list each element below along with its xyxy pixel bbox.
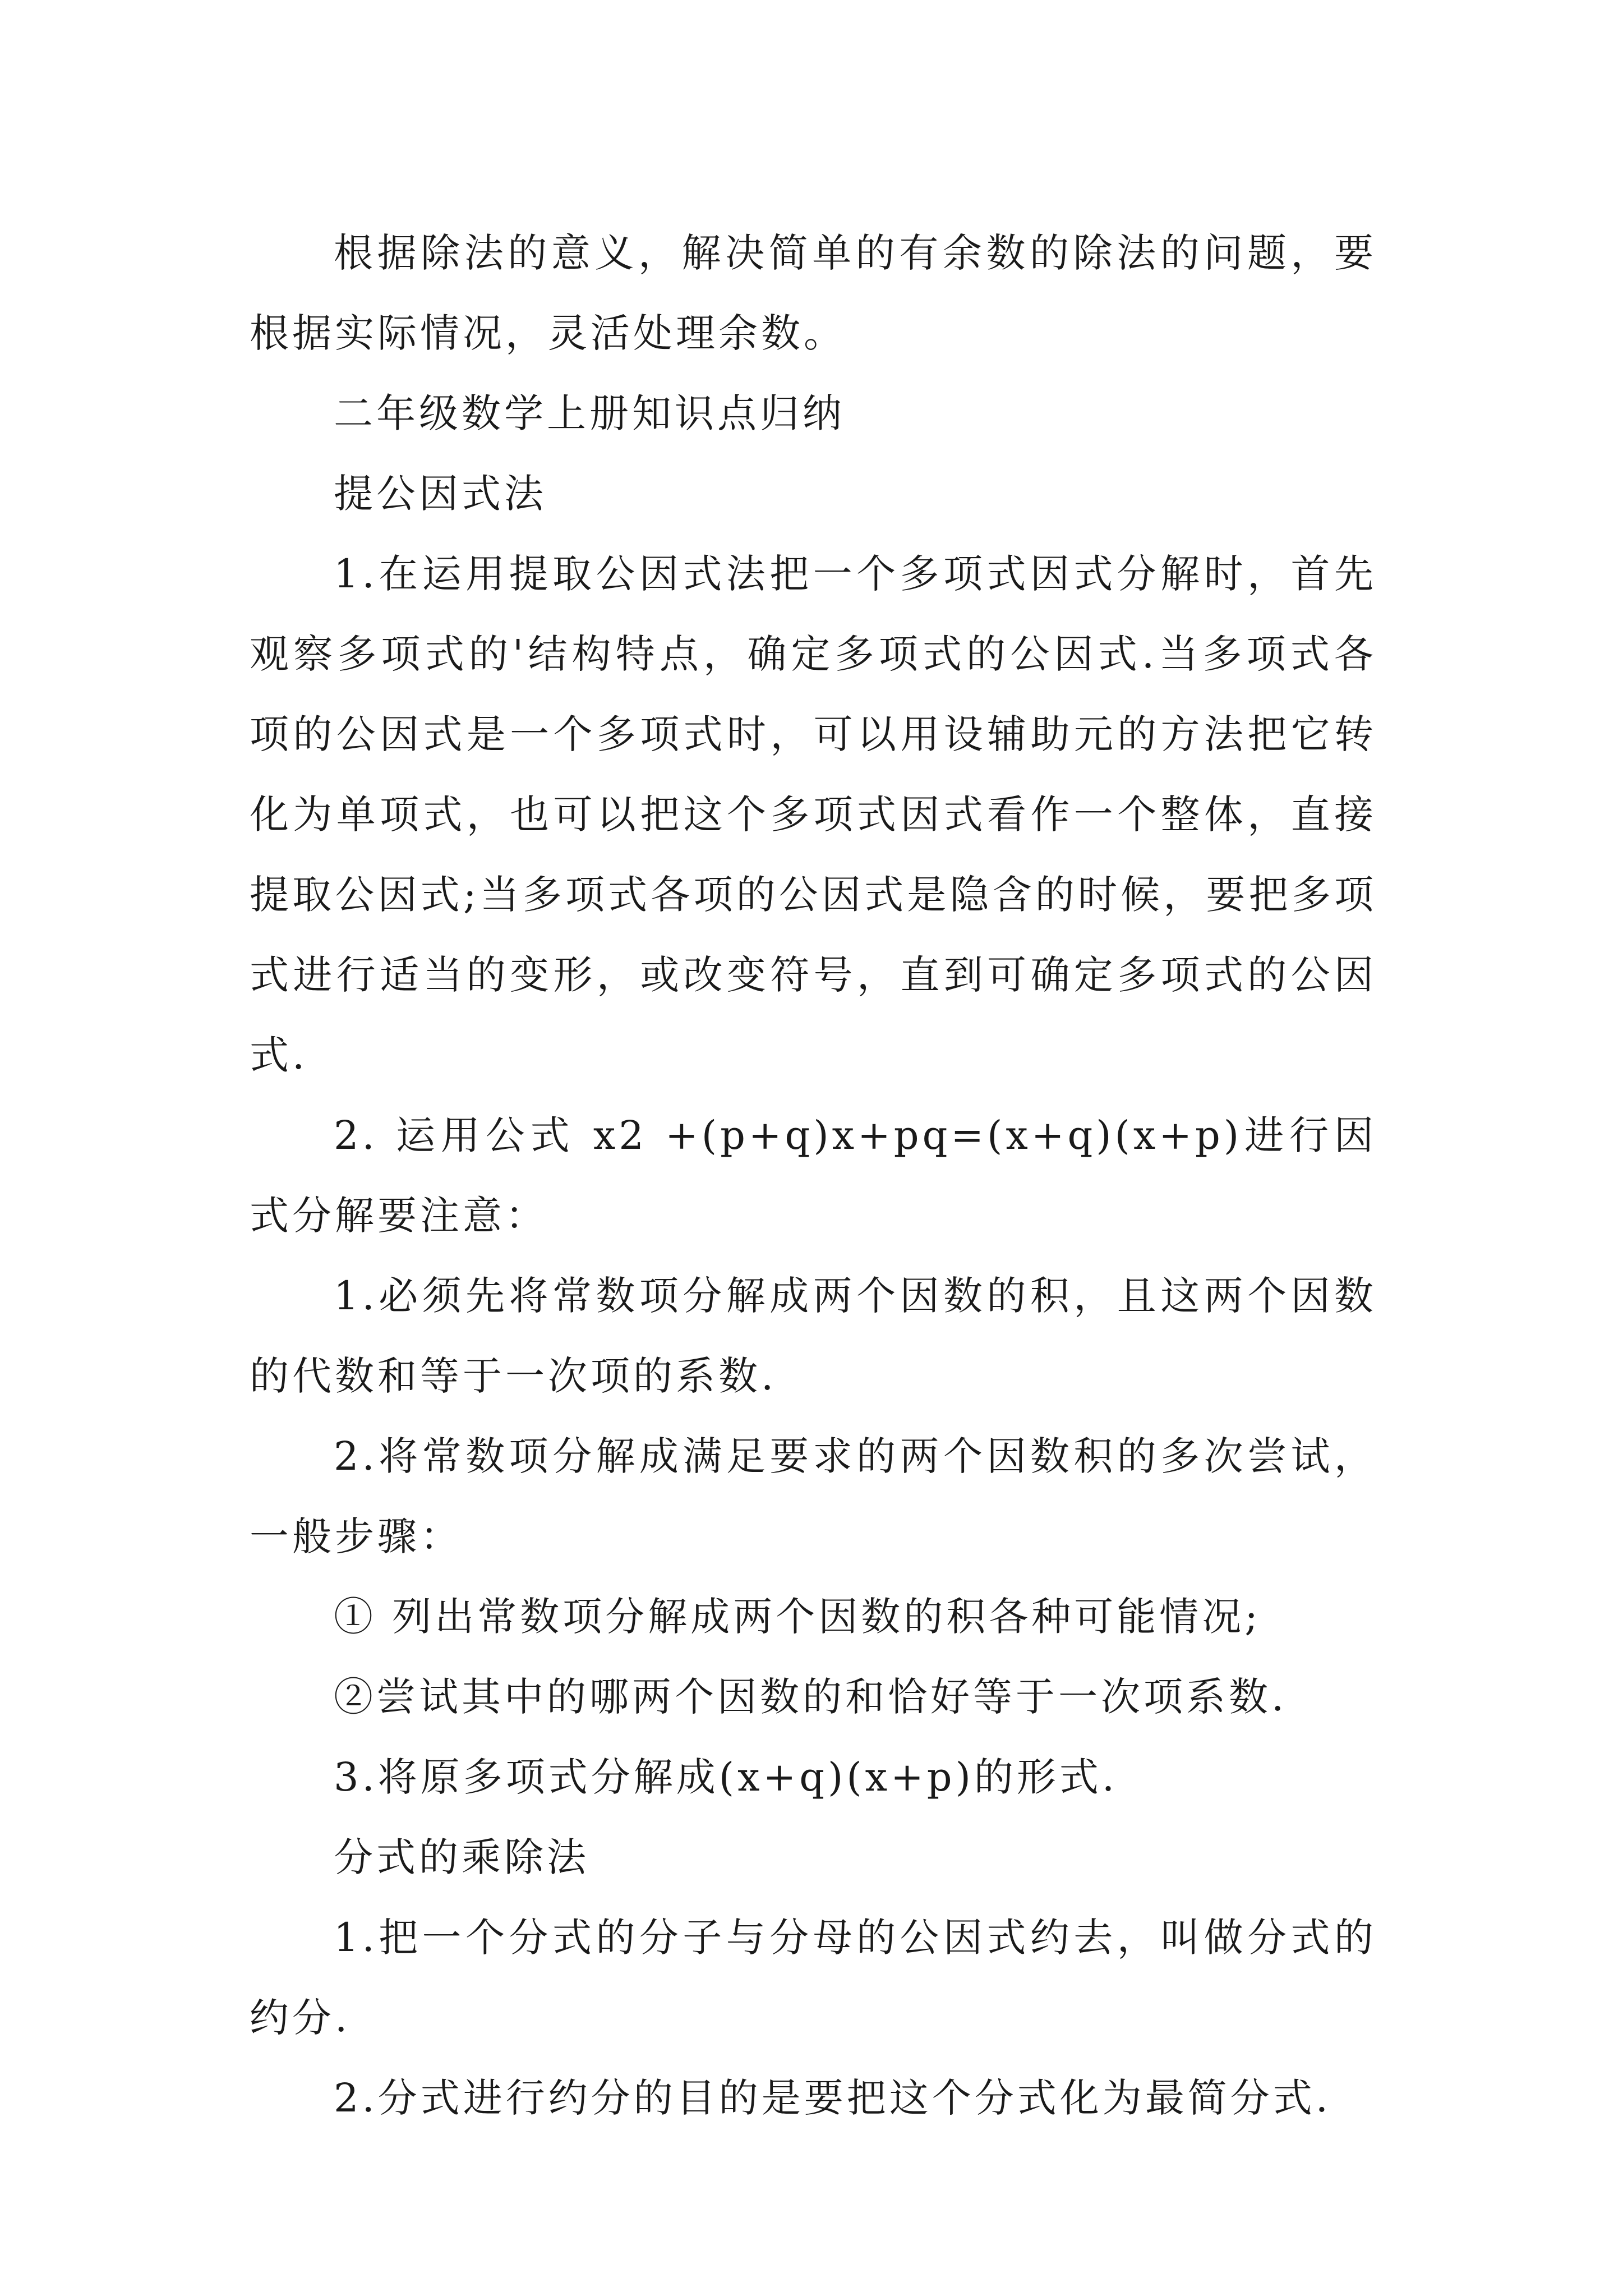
section-title-fraction-multiply-divide: 分式的乘除法 [334,1834,589,1880]
paragraph-common-factor-1: 1.在运用提取公因式法把一个多项式因式分解时，首先观察多项式的'结构特点，确定多项式的公因式.当多项式各项的公因式是一个多项式时，可以用设辅助元的方法把它转化为单项式，也可以把这个多项式因式看作一个整体，直接提取公因式;当多项式各项的公因式是隐含的时候，要把多项式进行适当的变形，或改变符号，直到可确定多项式的公因式. [250,551,1377,1078]
paragraph-fraction-1: 1.把一个分式的分子与分母的公因式约去，叫做分式的约分. [250,1915,1377,2041]
section-title-common-factor: 提公因式法 [334,471,547,517]
paragraph-note-1: 1.必须先将常数项分解成两个因数的积，且这两个因数的代数和等于一次项的系数. [250,1273,1377,1399]
paragraph-division-remainder: 根据除法的意义，解决简单的有余数的除法的问题，要根据实际情况，灵活处理余数。 [250,230,1377,356]
paragraph-note-3: 3.将原多项式分解成(x+q)(x+p)的形式. [334,1754,1118,1800]
section-title-grade2-math: 二年级数学上册知识点归纳 [334,390,845,436]
document-body [250,213,1377,2138]
paragraph-note-2: 2.将常数项分解成满足要求的两个因数积的多次尝试，一般步骤： [250,1433,1377,1559]
paragraph-step-1: ① 列出常数项分解成两个因数的积各种可能情况; [334,1594,1261,1640]
paragraph-formula-2: 2. 运用公式 x2 +(p+q)x+pq=(x+q)(x+p)进行因式分解要注意： [250,1112,1377,1239]
paragraph-step-2: ②尝试其中的哪两个因数的和恰好等于一次项系数. [334,1674,1288,1720]
paragraph-fraction-2: 2.分式进行约分的目的是要把这个分式化为最简分式. [334,2075,1332,2121]
